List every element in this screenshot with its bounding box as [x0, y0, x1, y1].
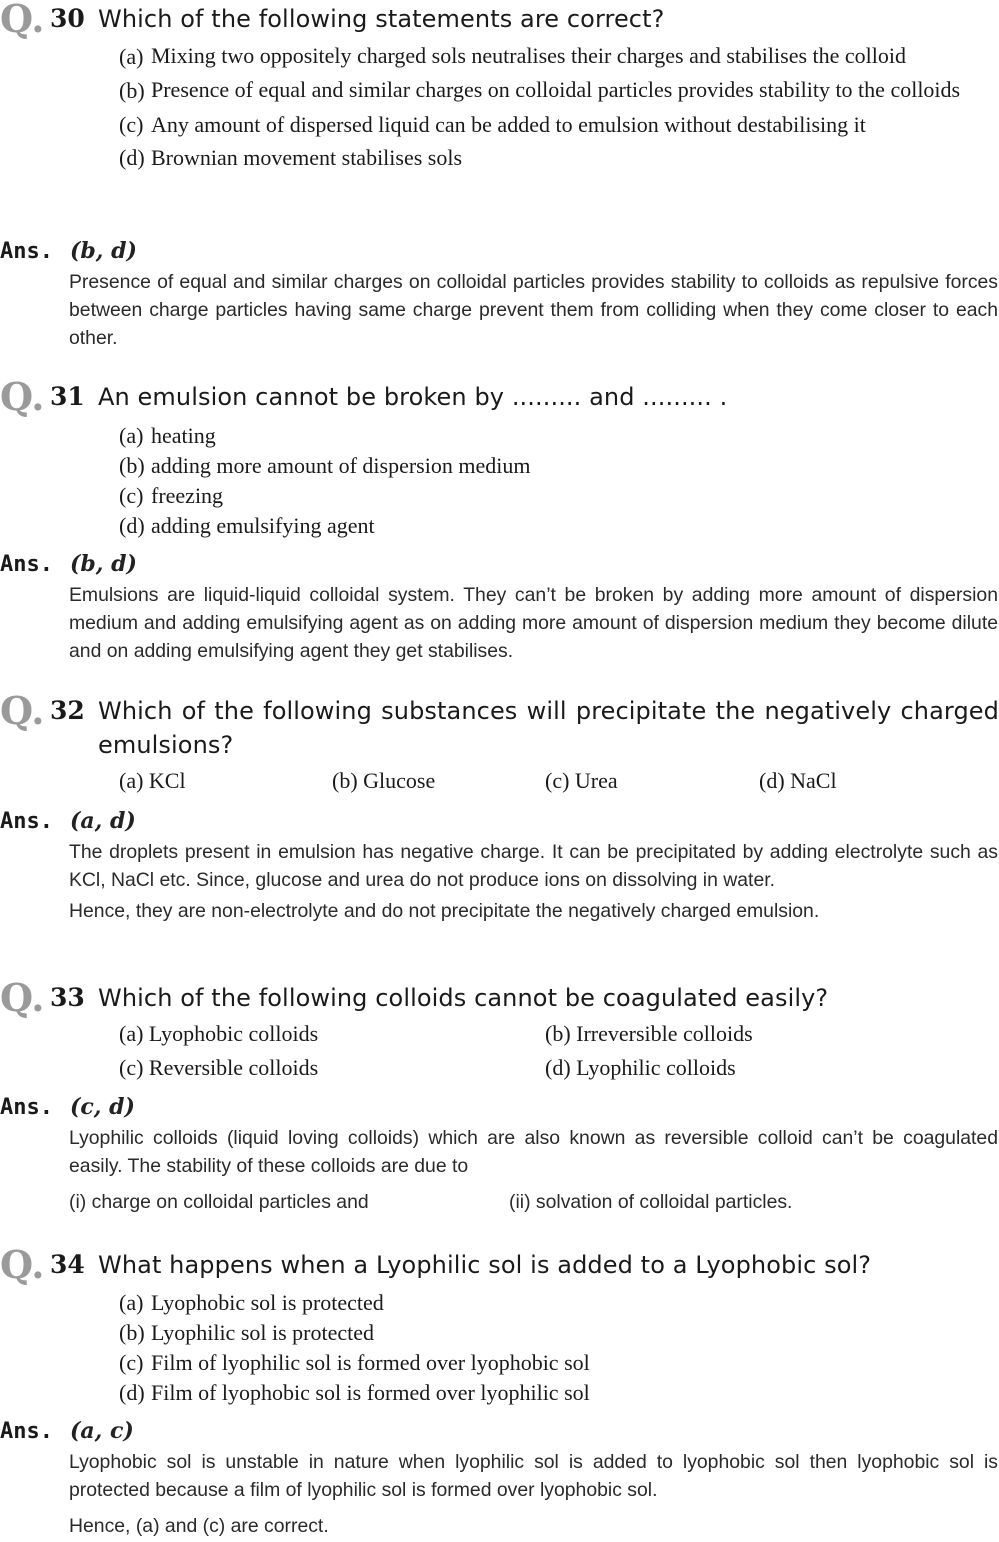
question-33-header [0, 975, 999, 1020]
explanation-paragraph: Presence of equal and similar charges on colloidal particles provides stability to colloids as repulsive forces between charge particles having same charge prevent them from colliding when they come closer to each other. [69, 271, 998, 349]
option-c [119, 1055, 318, 1081]
question-number: 34 [50, 1250, 85, 1279]
option-text: Reversible colloids [148, 1055, 319, 1080]
question-32-header [0, 688, 999, 762]
question-30-options [119, 42, 999, 173]
option-row [119, 1021, 999, 1055]
option-label: (a) [119, 423, 144, 448]
question-number: 31 [50, 382, 85, 411]
answer-explanation [69, 1124, 998, 1216]
answer-31 [0, 551, 999, 665]
option-label: (a) [119, 768, 144, 793]
option-label: (a) [119, 1290, 144, 1315]
answer-label: Ans. [0, 1419, 53, 1444]
point-i [69, 1188, 509, 1216]
question-number: 33 [50, 983, 85, 1012]
question-text: Which of the following substances will precipitate the negatively charged emulsions? [98, 697, 999, 759]
option-b [119, 1318, 999, 1348]
option-text: Urea [574, 768, 618, 793]
option-label: (d) [759, 768, 785, 793]
answer-value: (c, d) [70, 1094, 135, 1120]
option-text: heating [151, 423, 216, 448]
option-c [119, 481, 999, 511]
option-d [119, 143, 999, 173]
question-text: What happens when a Lyophilic sol is added to a Lyophobic sol? [98, 1251, 872, 1279]
question-text: Which of the following colloids cannot be coagulated easily? [98, 984, 829, 1012]
option-text: Brownian movement stabilises sols [151, 145, 463, 170]
question-30-header [0, 0, 999, 41]
question-mark: Q. [0, 975, 45, 1020]
option-a [119, 768, 186, 794]
question-33-options [119, 1021, 999, 1089]
answer-value: (b, d) [70, 551, 137, 577]
option-label: (d) [119, 145, 145, 170]
answer-value: (a, d) [70, 808, 136, 834]
option-label: (d) [119, 513, 145, 538]
option-text: Mixing two oppositely charged sols neutralises their charges and stabilises the colloid [151, 43, 906, 68]
option-label: (d) [545, 1055, 571, 1080]
question-text: Which of the following statements are correct? [98, 5, 665, 33]
answer-32 [0, 808, 999, 925]
option-label: (c) [119, 483, 144, 508]
option-text: Lyophilic sol is protected [151, 1320, 375, 1345]
option-label: (a) [119, 44, 144, 69]
option-a [119, 1021, 318, 1047]
option-d [759, 768, 837, 794]
question-mark: Q. [0, 1242, 45, 1287]
option-text: adding more amount of dispersion medium [151, 453, 531, 478]
point-text: charge on colloidal particles and [91, 1191, 369, 1213]
explanation-paragraph: Lyophilic colloids (liquid loving colloids) which are also known as reversible colloid can’t be coagulated easily. The stability of these colloids are due to [69, 1127, 998, 1177]
answer-label: Ans. [0, 552, 53, 577]
answer-34 [0, 1418, 999, 1540]
answer-explanation [69, 1448, 998, 1540]
point-label: (ii) [509, 1191, 531, 1213]
question-34-header [0, 1242, 999, 1287]
option-text: Presence of equal and similar charges on colloidal particles provides stability to the colloids [151, 77, 961, 102]
option-row [119, 1055, 999, 1089]
question-number: 30 [50, 4, 85, 33]
option-text: Glucose [363, 768, 436, 793]
question-31-options [119, 421, 999, 541]
answer-explanation [69, 581, 998, 665]
option-label: (c) [119, 1350, 144, 1375]
option-text: Lyophobic colloids [148, 1021, 319, 1046]
option-c [119, 110, 999, 140]
option-label: (b) [119, 78, 145, 103]
point-label: (i) [69, 1191, 87, 1213]
option-a [119, 421, 999, 451]
option-label: (c) [119, 1055, 144, 1080]
answer-explanation [69, 268, 998, 352]
explanation-paragraph: The droplets present in emulsion has negative charge. It can be precipitated by adding electrolyte such as KCl, NaCl etc. Since, glucose and urea do not produce ions on dissolving in water. [69, 841, 998, 891]
point-ii [509, 1188, 792, 1216]
option-label: (d) [119, 1380, 145, 1405]
explanation-paragraph: Hence, they are non-electrolyte and do not precipitate the negatively charged emulsion. [69, 900, 820, 922]
option-text: Film of lyophobic sol is formed over lyophilic sol [151, 1380, 590, 1405]
option-b [119, 76, 999, 106]
question-31-header [0, 374, 999, 419]
question-mark: Q. [0, 688, 45, 733]
option-label: (c) [545, 768, 570, 793]
answer-30 [0, 238, 999, 352]
option-row [119, 768, 999, 802]
explanation-paragraph: Hence, (a) and (c) are correct. [69, 1515, 329, 1537]
explanation-paragraph: Emulsions are liquid-liquid colloidal system. They can’t be broken by adding more amount of dispersion medium and adding emulsifying agent as on adding more amount of dispersion medium they become dilute and on adding emulsifying agent they get stabilises. [69, 584, 998, 662]
answer-label: Ans. [0, 1095, 53, 1120]
question-mark: Q. [0, 374, 45, 419]
option-text: Any amount of dispersed liquid can be added to emulsion without destabilising it [151, 112, 866, 137]
option-text: Lyophilic colloids [576, 1055, 736, 1080]
option-c [545, 768, 618, 794]
answer-label: Ans. [0, 239, 53, 264]
option-label: (b) [332, 768, 358, 793]
option-label: (a) [119, 1021, 144, 1046]
question-number: 32 [50, 696, 85, 725]
answer-label: Ans. [0, 809, 53, 834]
option-text: Lyophobic sol is protected [151, 1290, 384, 1315]
answer-value: (b, d) [70, 238, 137, 264]
option-label: (b) [119, 453, 145, 478]
option-text: Irreversible colloids [576, 1021, 753, 1046]
option-d [119, 511, 999, 541]
option-label: (b) [119, 1320, 145, 1345]
option-label: (c) [119, 112, 144, 137]
option-a [119, 1288, 999, 1318]
question-32-options [119, 768, 999, 802]
option-c [119, 1348, 999, 1378]
explanation-points [69, 1188, 998, 1216]
explanation-paragraph: Lyophobic sol is unstable in nature when lyophilic sol is added to lyophobic sol then lyophobic sol is protected because a film of lyophilic sol is formed over lyophobic sol. [69, 1451, 998, 1501]
option-text: NaCl [790, 768, 837, 793]
option-d [545, 1055, 736, 1081]
option-d [119, 1378, 999, 1408]
option-text: Film of lyophilic sol is formed over lyophobic sol [151, 1350, 590, 1375]
option-label: (b) [545, 1021, 571, 1046]
option-b [119, 451, 999, 481]
answer-explanation [69, 838, 998, 925]
answer-33 [0, 1094, 999, 1216]
option-text: adding emulsifying agent [151, 513, 375, 538]
point-text: solvation of colloidal particles. [535, 1191, 793, 1213]
answer-value: (a, c) [70, 1418, 134, 1444]
option-text: freezing [151, 483, 224, 508]
option-text: KCl [148, 768, 186, 793]
question-34-options [119, 1288, 999, 1408]
option-a [119, 42, 999, 72]
question-mark: Q. [0, 0, 45, 41]
question-text: An emulsion cannot be broken by ......... and ......... . [98, 383, 728, 411]
option-b [332, 768, 435, 794]
option-b [545, 1021, 753, 1047]
